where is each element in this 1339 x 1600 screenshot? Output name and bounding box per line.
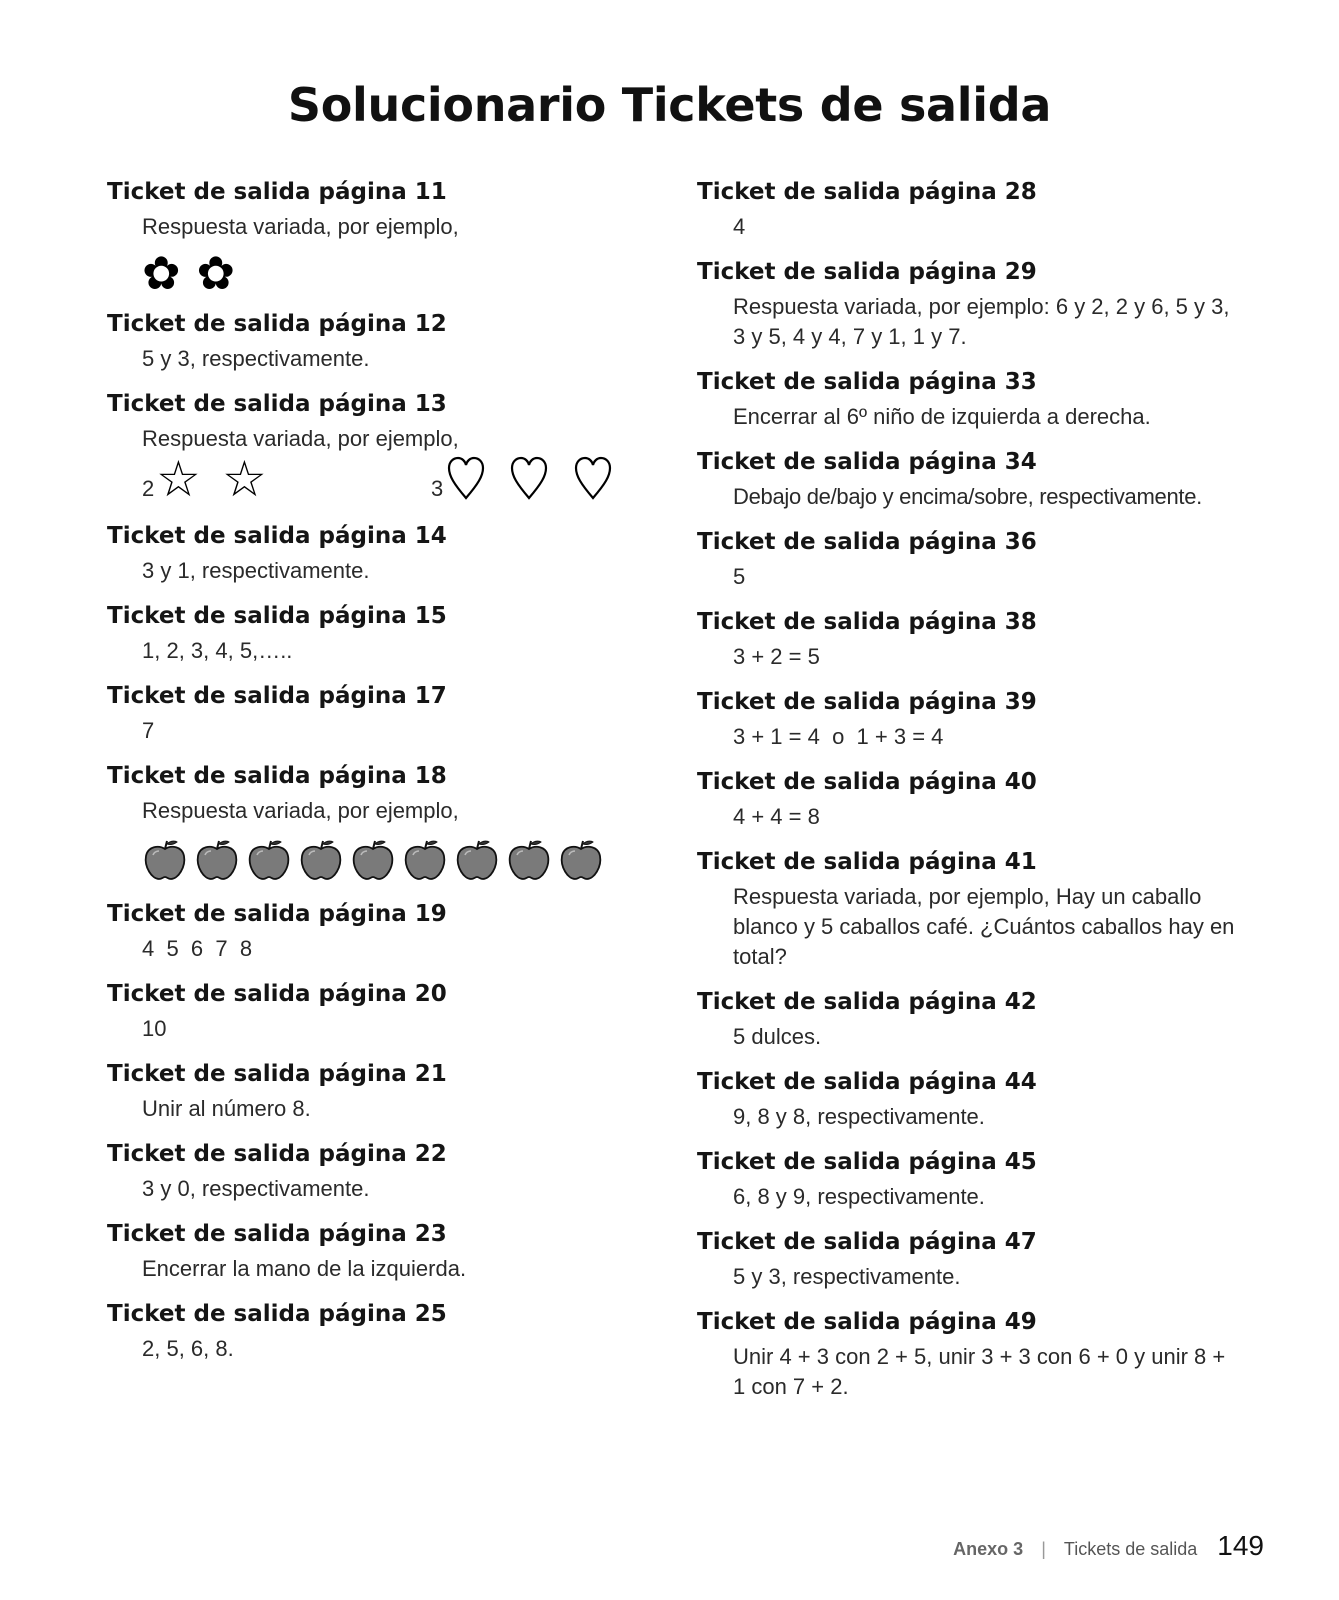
ticket-heading: Ticket de salida página 25	[107, 1301, 447, 1327]
apple-icon	[350, 837, 396, 883]
ticket-entry-21	[107, 1054, 667, 1134]
ticket-heading: Ticket de salida página 33	[697, 369, 1037, 395]
star-icon: ☆	[156, 450, 201, 508]
ticket-answer: Encerrar al 6º niño de izquierda a derecha.	[733, 404, 1151, 429]
page-number: 149	[1217, 1530, 1264, 1561]
ticket-answer: Unir 4 + 3 con 2 + 5, unir 3 + 3 con 6 + 0 y unir 8 + 1 con 7 + 2.	[733, 1344, 1226, 1399]
ticket-entry-47	[697, 1222, 1237, 1302]
ticket-heading: Ticket de salida página 19	[107, 901, 447, 927]
ticket-entry-44	[697, 1062, 1237, 1142]
ticket-answer: 1, 2, 3, 4, 5,…..	[142, 638, 293, 663]
left-column	[107, 172, 667, 1374]
ticket-answer: 2, 5, 6, 8.	[142, 1336, 234, 1361]
apple-icon	[558, 837, 604, 883]
ticket-answer: 5 y 3, respectivamente.	[142, 346, 370, 371]
ticket-answer: Respuesta variada, por ejemplo,	[142, 214, 459, 239]
page-title: Solucionario Tickets de salida	[287, 78, 1052, 132]
ticket-entry-36	[697, 522, 1237, 602]
apple-icon	[298, 837, 344, 883]
ticket-heading: Ticket de salida página 15	[107, 603, 447, 629]
apple-icon	[506, 837, 552, 883]
ticket-heading: Ticket de salida página 47	[697, 1229, 1037, 1255]
page-footer	[953, 1530, 1264, 1562]
star-icon: ☆	[222, 450, 267, 508]
ticket-heading: Ticket de salida página 20	[107, 981, 447, 1007]
footer-topic: Tickets de salida	[1063, 1539, 1198, 1559]
flowers-example	[107, 242, 667, 304]
star-count: 2	[142, 476, 155, 501]
ticket-heading: Ticket de salida página 23	[107, 1221, 447, 1247]
ticket-entry-23	[107, 1214, 667, 1294]
ticket-answer: Unir al número 8.	[142, 1096, 311, 1121]
ticket-heading: Ticket de salida página 11	[107, 179, 447, 205]
ticket-answer: 4	[733, 214, 746, 239]
ticket-entry-13	[107, 384, 667, 516]
ticket-entry-18	[107, 756, 667, 894]
ticket-entry-29	[697, 252, 1237, 362]
ticket-heading: Ticket de salida página 29	[697, 259, 1037, 285]
apple-icon	[246, 837, 292, 883]
ticket-heading: Ticket de salida página 45	[697, 1149, 1037, 1175]
ticket-entry-39	[697, 682, 1237, 762]
ticket-entry-42	[697, 982, 1237, 1062]
ticket-answer: Respuesta variada, por ejemplo, Hay un caballo blanco y 5 caballos café. ¿Cuántos caballos hay en total?	[733, 884, 1235, 969]
heart-icon	[573, 456, 613, 502]
ticket-answer: 3 + 1 = 4 o 1 + 3 = 4	[733, 724, 944, 749]
ticket-heading: Ticket de salida página 41	[697, 849, 1037, 875]
ticket-heading: Ticket de salida página 12	[107, 311, 447, 337]
ticket-answer: 4 + 4 = 8	[733, 804, 820, 829]
heart-count: 3	[431, 476, 444, 501]
ticket-answer: 6, 8 y 9, respectivamente.	[733, 1184, 985, 1209]
apple-icon	[454, 837, 500, 883]
apple-icon	[402, 837, 448, 883]
ticket-entry-40	[697, 762, 1237, 842]
ticket-answer: 3 y 0, respectivamente.	[142, 1176, 370, 1201]
ticket-heading: Ticket de salida página 22	[107, 1141, 447, 1167]
ticket-answer: Respuesta variada, por ejemplo: 6 y 2, 2 y 6, 5 y 3, 3 y 5, 4 y 4, 7 y 1, 1 y 7.	[733, 294, 1230, 349]
ticket-entry-25	[107, 1294, 667, 1374]
ticket-entry-15	[107, 596, 667, 676]
ticket-entry-45	[697, 1142, 1237, 1222]
flower-icon: ✿	[142, 247, 181, 299]
ticket-entry-12	[107, 304, 667, 384]
ticket-heading: Ticket de salida página 18	[107, 763, 447, 789]
ticket-answer: Debajo de/bajo y encima/sobre, respectivamente.	[733, 484, 1202, 509]
apples-example	[107, 826, 667, 894]
ticket-entry-14	[107, 516, 667, 596]
ticket-entry-38	[697, 602, 1237, 682]
apple-icon	[194, 837, 240, 883]
shapes-example	[142, 450, 667, 516]
ticket-heading: Ticket de salida página 44	[697, 1069, 1037, 1095]
heart-icon	[509, 456, 549, 502]
ticket-heading: Ticket de salida página 21	[107, 1061, 447, 1087]
footer-separator: |	[1041, 1539, 1046, 1559]
ticket-answer: Respuesta variada, por ejemplo,	[142, 426, 459, 451]
ticket-answer: 7	[142, 718, 155, 743]
ticket-entry-41	[697, 842, 1237, 982]
ticket-heading: Ticket de salida página 40	[697, 769, 1037, 795]
ticket-answer: 4 5 6 7 8	[142, 936, 253, 961]
ticket-heading: Ticket de salida página 36	[697, 529, 1037, 555]
flower-icon: ✿	[196, 247, 236, 299]
ticket-answer: 5	[733, 564, 746, 589]
ticket-entry-20	[107, 974, 667, 1054]
ticket-answer: 5 dulces.	[733, 1024, 822, 1049]
footer-section: Anexo 3	[953, 1539, 1024, 1559]
ticket-answer: Encerrar la mano de la izquierda.	[142, 1256, 467, 1281]
ticket-answer: 9, 8 y 8, respectivamente.	[733, 1104, 985, 1129]
ticket-heading: Ticket de salida página 38	[697, 609, 1037, 635]
ticket-entry-19	[107, 894, 667, 974]
apple-icon	[142, 837, 188, 883]
ticket-entry-49	[697, 1302, 1237, 1412]
ticket-answer: 5 y 3, respectivamente.	[733, 1264, 961, 1289]
ticket-entry-28	[697, 172, 1237, 252]
ticket-entry-11	[107, 172, 667, 304]
ticket-entry-34	[697, 442, 1237, 522]
ticket-heading: Ticket de salida página 28	[697, 179, 1037, 205]
ticket-answer: 10	[142, 1016, 167, 1041]
heart-icon	[446, 456, 486, 502]
ticket-entry-17	[107, 676, 667, 756]
ticket-answer: Respuesta variada, por ejemplo,	[142, 798, 459, 823]
right-column	[697, 172, 1237, 1412]
ticket-heading: Ticket de salida página 13	[107, 391, 447, 417]
ticket-heading: Ticket de salida página 39	[697, 689, 1037, 715]
ticket-heading: Ticket de salida página 49	[697, 1309, 1037, 1335]
ticket-answer: 3 + 2 = 5	[733, 644, 820, 669]
ticket-heading: Ticket de salida página 17	[107, 683, 447, 709]
ticket-heading: Ticket de salida página 34	[697, 449, 1037, 475]
ticket-heading: Ticket de salida página 14	[107, 523, 447, 549]
ticket-entry-22	[107, 1134, 667, 1214]
ticket-entry-33	[697, 362, 1237, 442]
ticket-heading: Ticket de salida página 42	[697, 989, 1037, 1015]
ticket-answer: 3 y 1, respectivamente.	[142, 558, 370, 583]
